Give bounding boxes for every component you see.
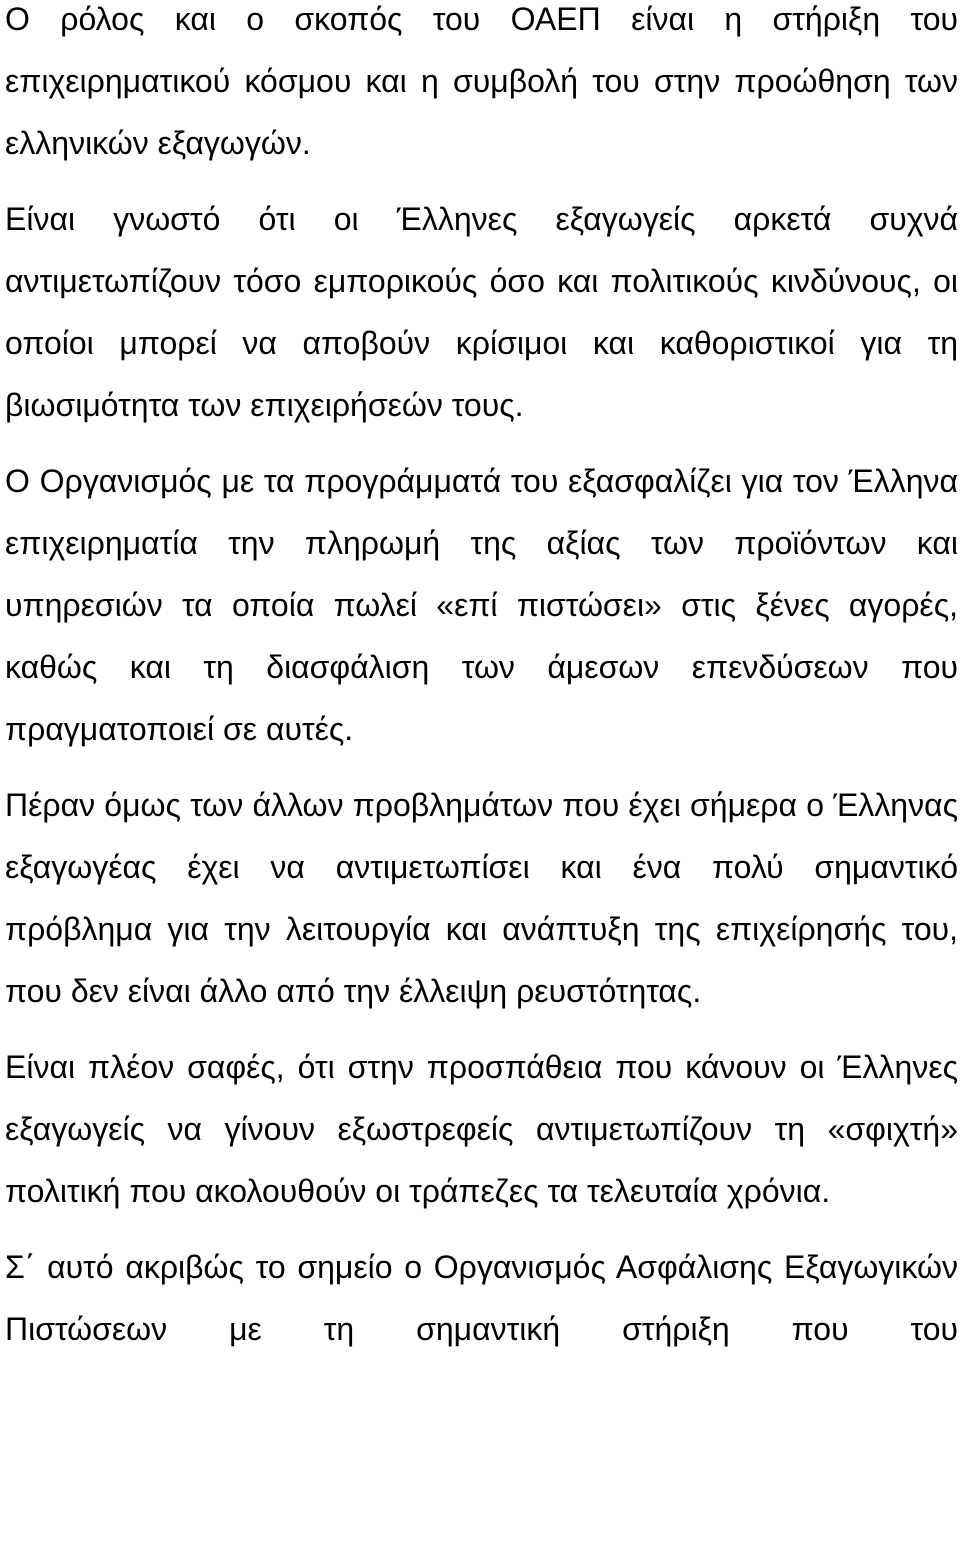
paragraph-insurance-support: Σ΄ αυτό ακριβώς το σημείο ο Οργανισμός Ασφάλισης Εξαγωγικών Πιστώσεων με τη σημαντική στήριξη που του (5, 1249, 958, 1347)
paragraph-liquidity-problem: Πέραν όμως των άλλων προβλημάτων που έχει σήμερα ο Έλληνας εξαγωγέας έχει να αντιμετωπίσει και ένα πολύ σημαντικό πρόβλημα για την λειτουργία και ανάπτυξη της επιχείρησής του, που δεν είναι άλλο από την έλλειψη ρευστότητας. (5, 787, 958, 1009)
paragraph-exporter-risks: Είναι γνωστό ότι οι Έλληνες εξαγωγείς αρκετά συχνά αντιμετωπίζουν τόσο εμπορικούς όσο και πολιτικούς κινδύνους, οι οποίοι μπορεί να αποβούν κρίσιμοι και καθοριστικοί για τη βιωσιμότητα των επιχειρήσεών τους. (5, 201, 958, 423)
paragraph-role-purpose: Ο ρόλος και ο σκοπός του ΟΑΕΠ είναι η στήριξη του επιχειρηματικού κόσμου και η συμβολή του στην προώθηση των ελληνικών εξαγωγών. (5, 1, 958, 161)
document-page (5, 0, 958, 1374)
paragraph-bank-policy: Είναι πλέον σαφές, ότι στην προσπάθεια που κάνουν οι Έλληνες εξαγωγείς να γίνουν εξωστρεφείς αντιμετωπίζουν τη «σφιχτή» πολιτική που ακολουθούν οι τράπεζες τα τελευταία χρόνια. (5, 1049, 958, 1209)
paragraph-organization-programs: Ο Οργανισμός με τα προγράμματά του εξασφαλίζει για τον Έλληνα επιχειρηματία την πληρωμή της αξίας των προϊόντων και υπηρεσιών τα οποία πωλεί «επί πιστώσει» στις ξένες αγορές, καθώς και τη διασφάλιση των άμεσων επενδύσεων που πραγματοποιεί σε αυτές. (5, 463, 958, 747)
